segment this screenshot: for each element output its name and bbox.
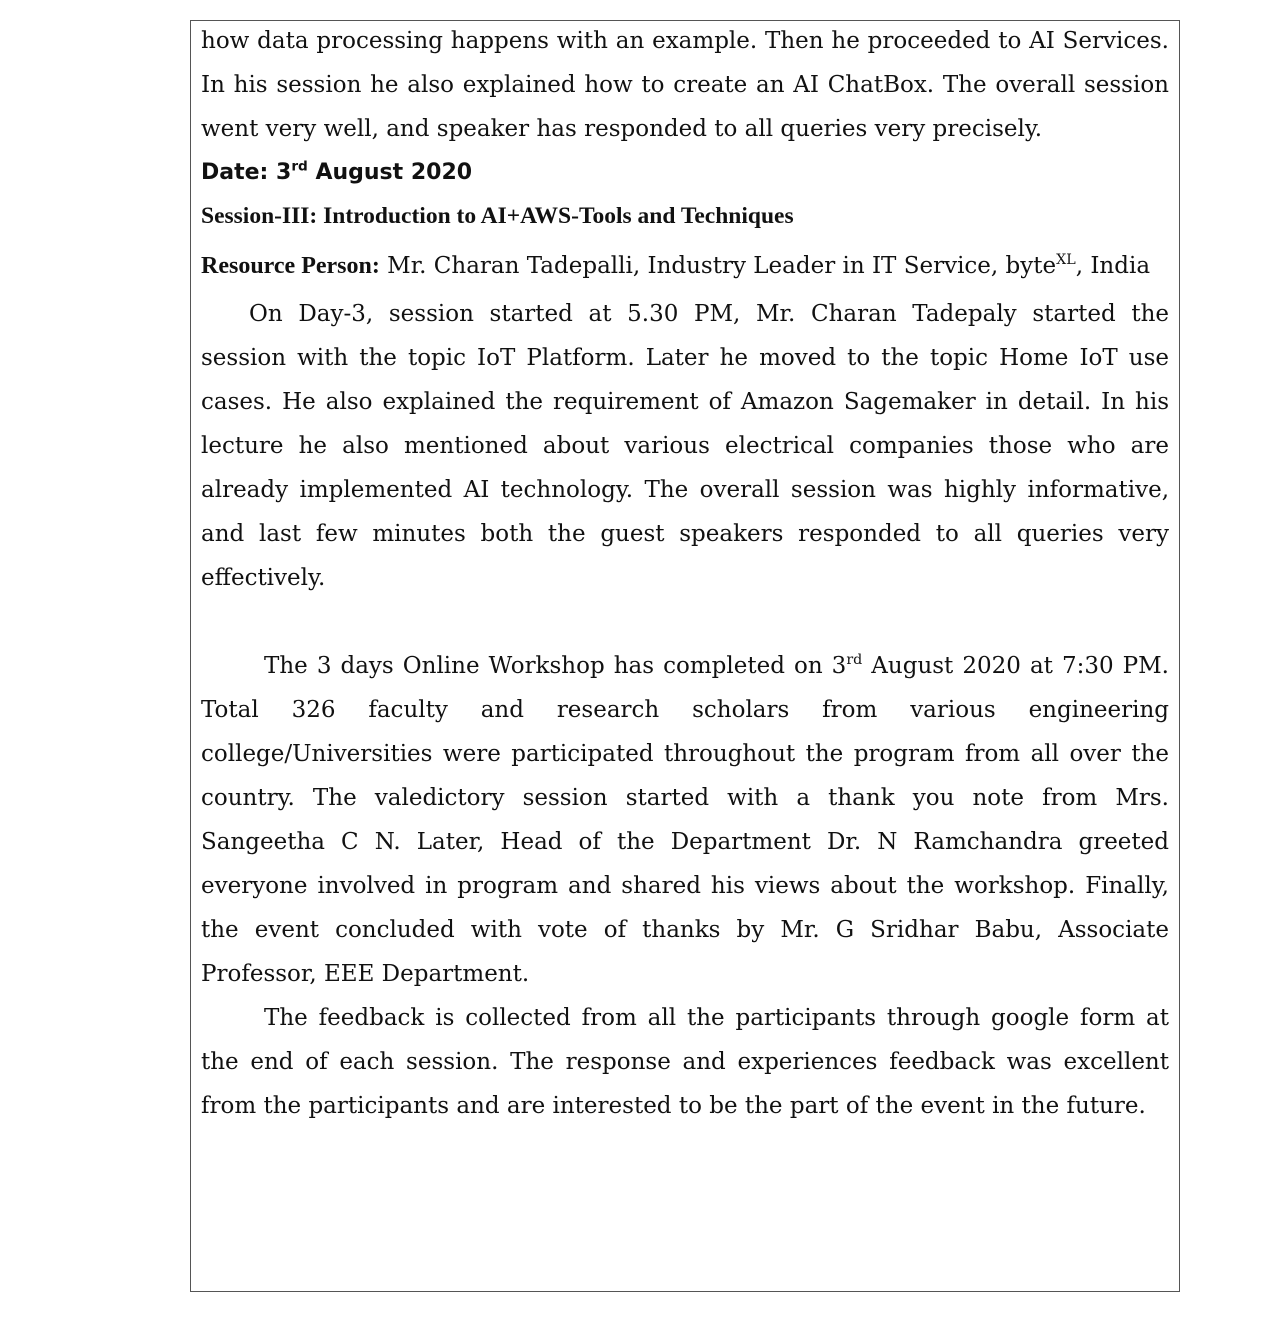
- summary-ordinal: rd: [846, 652, 863, 669]
- paragraph-day3: On Day-3, session started at 5.30 PM, Mr. Charan Tadepaly started the session with the topic IoT Platform. Later he moved to the topic Home IoT use cases. He also explained the requirement of Amazon Sagemaker in detail. In his lecture he also mentioned about various electrical companies those who are already implemented AI technology. The overall session was highly informative, and last few minutes both the guest speakers responded to all queries very effectively.: [201, 301, 1169, 591]
- date-prefix: Date: 3: [201, 160, 292, 185]
- date-heading: [201, 151, 1169, 195]
- date-suffix: August 2020: [307, 160, 473, 185]
- paragraph-feedback: The feedback is collected from all the participants through google form at the end of each session. The response and experiences feedback was excellent from the participants and are interested to be the part of the event in the future.: [201, 1005, 1169, 1119]
- session-title: Session-III: Introduction to AI+AWS-Tools and Techniques: [201, 203, 794, 229]
- summary-rest: August 2020 at 7:30 PM. Total 326 faculty and research scholars from various engineering college/Universities were participated throughout the program from all over the country. The valedictory session started with a thank you note from Mrs. Sangeetha C N. Later, Head of the Department Dr. N Ramchandra greeted everyone involved in program and shared his views about the workshop. Finally, the event concluded with vote of thanks by Mr. G Sridhar Babu, Associate Professor, EEE Department.: [201, 653, 1169, 987]
- resource-person-label: Resource Person:: [201, 253, 380, 279]
- summary-prefix: The 3 days Online Workshop has completed on 3: [264, 653, 847, 679]
- paragraph-workshop-summary: [201, 644, 1169, 996]
- resource-person-text: Mr. Charan Tadepalli, Industry Leader in IT Service, byte: [379, 253, 1057, 279]
- resource-person: [201, 251, 1169, 292]
- resource-person-after: , India: [1075, 253, 1151, 279]
- date-ordinal: rd: [291, 158, 308, 175]
- spacer: [201, 600, 1169, 644]
- paragraph-session-ii-end: how data processing happens with an example. Then he proceeded to AI Services. In his session he also explained how to create an AI ChatBox. The overall session went very well, and speaker has responded to all queries very precisely.: [201, 28, 1169, 142]
- resource-person-superscript: XL: [1056, 252, 1076, 269]
- document-body: [201, 19, 1169, 1128]
